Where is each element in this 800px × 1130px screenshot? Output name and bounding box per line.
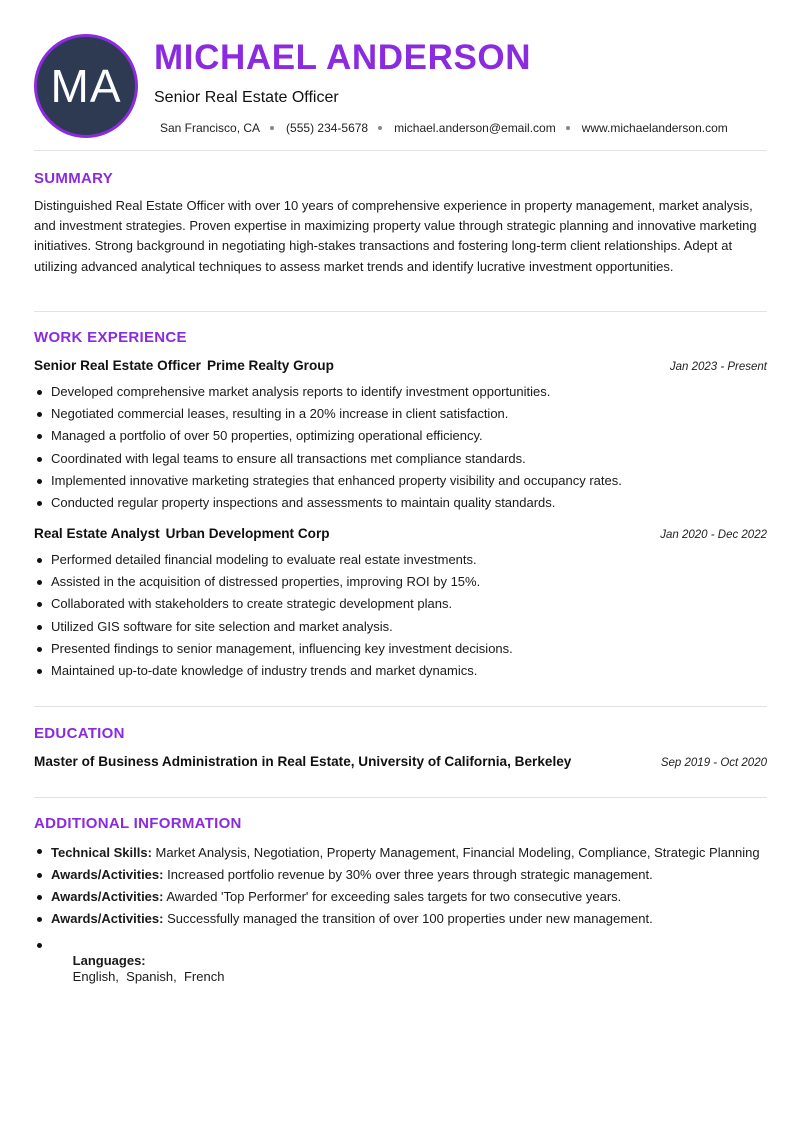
job-header (34, 358, 767, 373)
candidate-name: MICHAEL ANDERSON (154, 38, 532, 77)
list-item: Managed a portfolio of over 50 properties, optimizing operational efficiency. (34, 428, 767, 444)
info-text: English, Spanish, French (72, 969, 225, 984)
separator-dot-icon (566, 126, 570, 130)
job-dates: Jan 2023 - Present (669, 361, 767, 373)
list-item: Developed comprehensive market analysis reports to identify investment opportunities. (34, 384, 767, 400)
avatar-initials: MA (50, 60, 122, 112)
info-label: Awards/Activities: (51, 867, 164, 882)
job-bullet-list (34, 552, 767, 685)
education-dates: Sep 2019 - Oct 2020 (660, 757, 767, 769)
section-divider (34, 311, 767, 312)
separator-dot-icon (270, 126, 274, 130)
education-entry (34, 754, 767, 769)
list-item: Presented findings to senior management, influencing key investment decisions. (34, 641, 767, 657)
education-heading: EDUCATION (34, 725, 125, 742)
info-label: Languages: (72, 953, 146, 968)
info-label: Awards/Activities: (51, 911, 164, 926)
education-degree: Master of Business Administration in Real Estate, University of California, Berkeley (34, 754, 572, 769)
summary-heading: SUMMARY (34, 170, 114, 187)
job-header (34, 526, 767, 541)
list-item (34, 889, 767, 905)
list-item: Implemented innovative marketing strategies that enhanced property visibility and occupancy rates. (34, 473, 767, 489)
list-item: Collaborated with stakeholders to create strategic development plans. (34, 596, 767, 612)
list-item (34, 867, 767, 883)
list-item: Coordinated with legal teams to ensure all transactions met compliance standards. (34, 451, 767, 467)
job-role: Senior Real Estate Officer (34, 358, 201, 373)
job-company: Urban Development Corp (165, 526, 330, 541)
info-text: Market Analysis, Negotiation, Property Management, Financial Modeling, Compliance, Strategic Planning (155, 845, 760, 860)
list-item: Negotiated commercial leases, resulting in a 20% increase in client satisfaction. (34, 406, 767, 422)
job-dates: Jan 2020 - Dec 2022 (660, 529, 767, 541)
additional-info-list (34, 843, 767, 1007)
section-divider (34, 706, 767, 707)
info-label: Technical Skills: (51, 845, 152, 860)
info-label: Awards/Activities: (51, 889, 164, 904)
contact-bar (160, 121, 728, 135)
list-item: Utilized GIS software for site selection and market analysis. (34, 619, 767, 635)
job-role-company (34, 358, 334, 373)
contact-location: San Francisco, CA (160, 121, 261, 135)
additional-info-heading: ADDITIONAL INFORMATION (34, 815, 242, 832)
contact-website: www.michaelanderson.com (581, 121, 728, 135)
list-item: Maintained up-to-date knowledge of industry trends and market dynamics. (34, 663, 767, 679)
info-text: Successfully managed the transition of over 100 properties under new management. (167, 911, 653, 926)
list-item: Conducted regular property inspections and assessments to maintain quality standards. (34, 495, 767, 511)
list-item (34, 911, 767, 927)
list-item: Assisted in the acquisition of distressed properties, improving ROI by 15%. (34, 574, 767, 590)
list-item (34, 937, 767, 1001)
info-text: Awarded 'Top Performer' for exceeding sales targets for two consecutive years. (166, 889, 622, 904)
work-experience-heading: WORK EXPERIENCE (34, 329, 187, 346)
info-text: Increased portfolio revenue by 30% over three years through strategic management. (167, 867, 653, 882)
avatar (34, 34, 138, 138)
section-divider (34, 150, 767, 151)
job-role: Real Estate Analyst (34, 526, 160, 541)
summary-text: Distinguished Real Estate Officer with over 10 years of comprehensive experience in property management, market analysis, and investment strategies. Proven expertise in maximizing property value through strategic planning and innovative marketing initiatives. Strong background in negotiating high-stakes transactions and fostering long-term client relationships. Adept at utilizing advanced analytical techniques to assess market trends and identify lucrative investment opportunities. (34, 198, 757, 274)
job-bullet-list (34, 384, 767, 517)
candidate-title: Senior Real Estate Officer (154, 89, 339, 106)
job-role-company (34, 526, 330, 541)
section-divider (34, 797, 767, 798)
list-item: Performed detailed financial modeling to evaluate real estate investments. (34, 552, 767, 568)
separator-dot-icon (378, 126, 382, 130)
contact-email: michael.anderson@email.com (394, 121, 556, 135)
job-company: Prime Realty Group (206, 358, 334, 373)
contact-phone: (555) 234-5678 (286, 121, 369, 135)
list-item (34, 843, 767, 862)
